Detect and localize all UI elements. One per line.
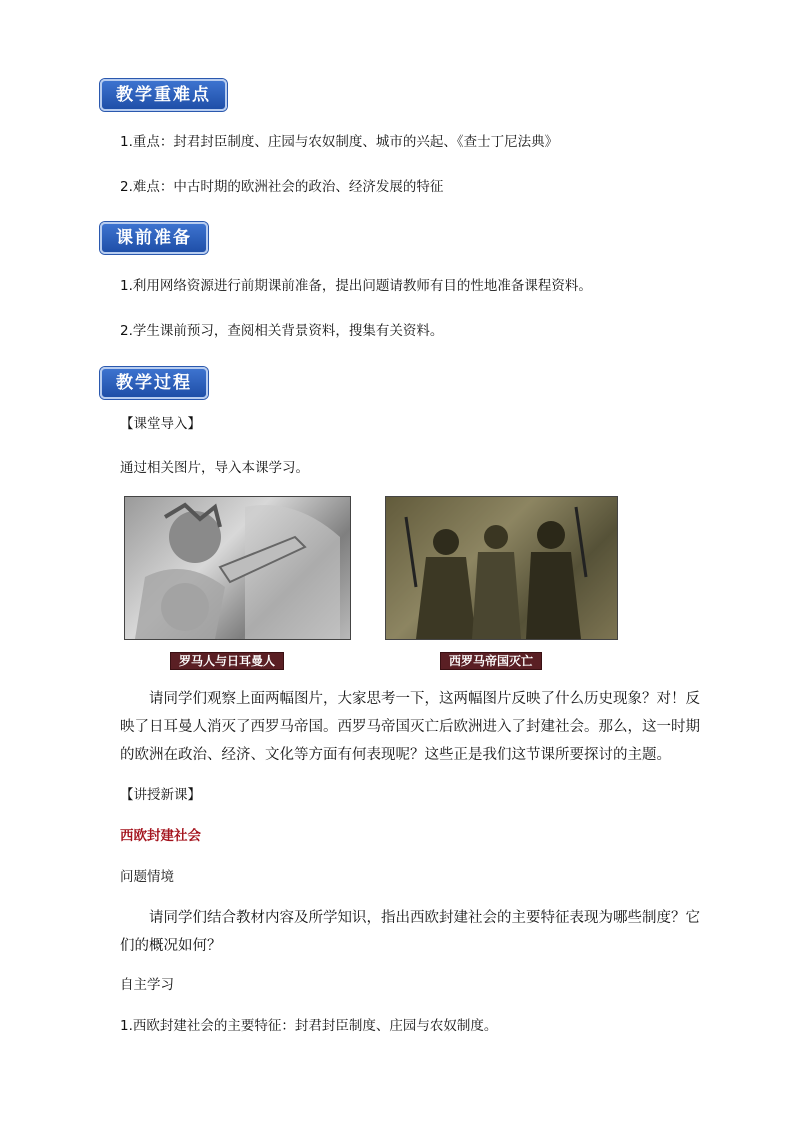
section-badge-process: 教学过程 (100, 367, 208, 399)
topic-title: 西欧封建社会 (120, 828, 201, 844)
self-study-item: 1.西欧封建社会的主要特征：封君封臣制度、庄园与农奴制度。 (120, 1018, 498, 1034)
western-rome-fall-image (385, 496, 618, 640)
roman-german-relief-image (124, 496, 351, 640)
engraving-illustration (386, 497, 617, 639)
intro-text: 通过相关图片，导入本课学习。 (120, 460, 309, 476)
relief-illustration (125, 497, 350, 639)
intro-paragraph: 请同学们观察上面两幅图片，大家思考一下，这两幅图片反映了什么历史现象？对！反映了日耳曼人消灭了西罗马帝国。西罗马帝国灭亡后欧洲进入了封建社会。那么，这一时期的欧洲在政治、经济、文化等方面有何表现呢？这些正是我们这节课所要探讨的主题。 (120, 691, 700, 763)
image-caption-1: 罗马人与日耳曼人 (170, 652, 284, 670)
preparation-item-2: 2.学生课前预习，查阅相关背景资料，搜集有关资料。 (120, 323, 444, 339)
preparation-item-1: 1.利用网络资源进行前期课前准备，提出问题请教师有目的性地准备课程资料。 (120, 278, 592, 294)
problem-label: 问题情境 (120, 869, 174, 885)
section-badge-preparation: 课前准备 (100, 222, 208, 254)
intro-label: 【课堂导入】 (120, 416, 201, 432)
image-caption-2: 西罗马帝国灭亡 (440, 652, 542, 670)
new-lesson-label: 【讲授新课】 (120, 787, 201, 803)
difficulty-text: 2.难点：中古时期的欧洲社会的政治、经济发展的特征 (120, 179, 444, 195)
question-paragraph: 请同学们结合教材内容及所学知识，指出西欧封建社会的主要特征表现为哪些制度？它们的概况如何？ (120, 910, 700, 954)
key-point-text: 1.重点：封君封臣制度、庄园与农奴制度、城市的兴起、《查士丁尼法典》 (120, 134, 559, 150)
self-study-label: 自主学习 (120, 977, 174, 993)
section-badge-difficulties: 教学重难点 (100, 79, 227, 111)
